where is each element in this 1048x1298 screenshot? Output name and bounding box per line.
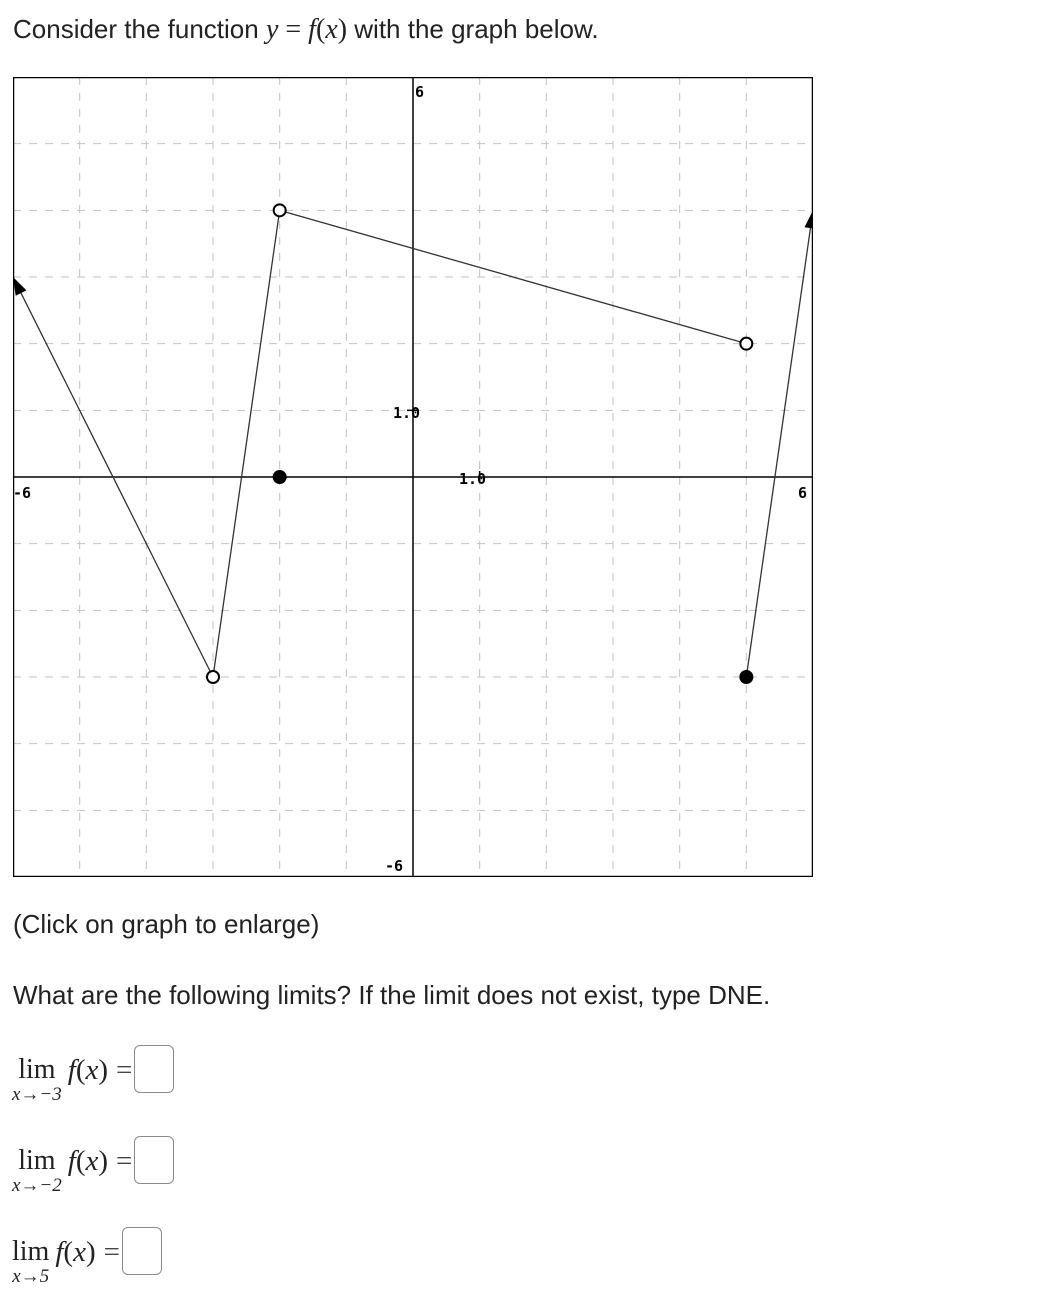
func-lparen: ( <box>63 1236 74 1268</box>
func-rparen: ) <box>85 1236 96 1268</box>
lim-subscript: x→−3 <box>12 1084 62 1105</box>
graph-segment <box>213 210 280 677</box>
intro-f: f <box>308 14 316 45</box>
limit-operator <box>12 1237 49 1287</box>
func-lparen: ( <box>75 1054 86 1086</box>
open-point <box>740 338 752 350</box>
lim-subscript: x→−2 <box>12 1175 62 1196</box>
arrow-head <box>805 210 813 229</box>
intro-math <box>266 14 347 45</box>
limit-row-2 <box>12 1146 174 1196</box>
equals-sign: = <box>103 1236 120 1268</box>
open-point <box>274 204 286 216</box>
axes <box>13 77 813 877</box>
graph-canvas[interactable] <box>13 77 813 877</box>
lim-subscript: x→5 <box>12 1266 50 1287</box>
enlarge-note: (Click on graph to enlarge) <box>13 909 320 939</box>
intro-x: x <box>325 14 338 45</box>
open-point <box>207 671 219 683</box>
limit-row-1 <box>12 1055 174 1105</box>
graph-segment <box>746 210 813 677</box>
closed-point <box>740 671 752 683</box>
func-name: f <box>55 1236 64 1268</box>
limit-operator <box>12 1055 62 1105</box>
function-graph[interactable] <box>13 77 813 877</box>
func-var: x <box>73 1236 86 1268</box>
limit-row-3 <box>12 1237 162 1287</box>
func-rparen: ) <box>98 1054 109 1086</box>
answer-input-limit-3[interactable] <box>122 1227 162 1275</box>
x-max-label: 6 <box>798 484 808 502</box>
limit-function <box>68 1055 108 1085</box>
func-name: f <box>67 1145 76 1177</box>
lim-word: lim <box>12 1236 50 1267</box>
tick-labels <box>13 83 807 875</box>
func-rparen: ) <box>98 1145 109 1177</box>
y-scale-label: 1.0 <box>393 404 421 422</box>
x-scale-label: 1.0 <box>459 470 487 488</box>
y-min-label: -6 <box>385 857 404 875</box>
limit-function <box>55 1237 95 1267</box>
lim-word: lim <box>18 1054 56 1085</box>
equals-sign: = <box>116 1054 133 1086</box>
func-var: x <box>85 1054 99 1086</box>
func-name: f <box>67 1054 76 1086</box>
equals-sign: = <box>116 1145 133 1177</box>
y-max-label: 6 <box>415 83 425 101</box>
limit-operator <box>12 1146 62 1196</box>
lim-word: lim <box>18 1145 56 1176</box>
func-lparen: ( <box>75 1145 86 1177</box>
answer-input-limit-1[interactable] <box>134 1045 174 1093</box>
question-text: What are the following limits? If the limit does not exist, type DNE. <box>13 980 771 1010</box>
x-min-label: -6 <box>13 484 32 502</box>
arrow-head <box>13 277 26 296</box>
intro-equals: = <box>278 14 309 45</box>
intro-y: y <box>265 14 279 45</box>
closed-point <box>274 471 286 483</box>
intro-lparen: ( <box>315 14 326 45</box>
problem-statement <box>13 10 599 49</box>
limit-function <box>68 1146 108 1176</box>
answer-input-limit-2[interactable] <box>134 1136 174 1184</box>
intro-prefix: Consider the function <box>13 14 266 44</box>
intro-suffix: with the graph below. <box>347 14 599 44</box>
intro-rparen: ) <box>337 14 348 45</box>
func-var: x <box>85 1145 99 1177</box>
